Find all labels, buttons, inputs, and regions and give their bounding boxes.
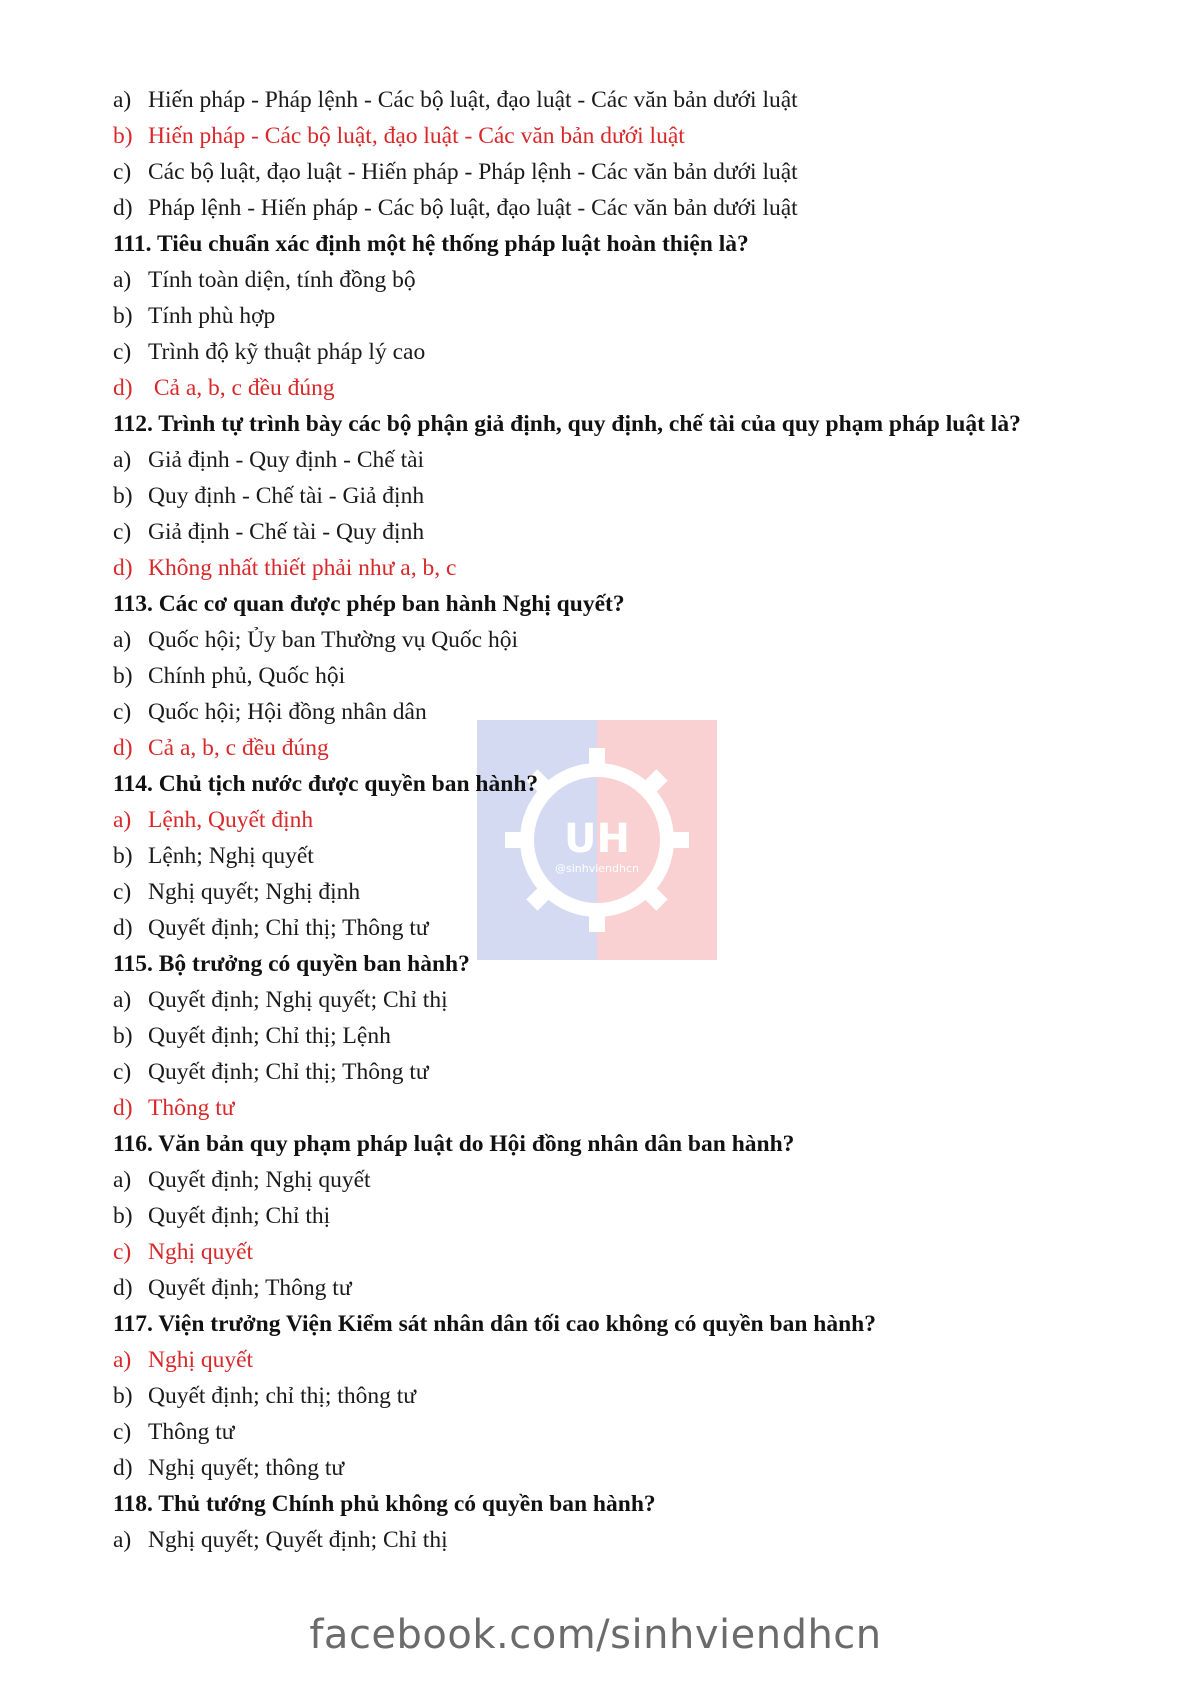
answer-option (113, 1414, 1123, 1450)
question-heading: 118. Thủ tướng Chính phủ không có quyền ban hành? (113, 1491, 656, 1517)
answer-option (113, 874, 1123, 910)
answer-option (113, 82, 1123, 118)
option-text: Giả định - Chế tài - Quy định (148, 519, 425, 545)
option-text: Cả a, b, c đều đúng (148, 375, 335, 401)
answer-option (113, 334, 1123, 370)
answer-option (113, 1270, 1123, 1306)
option-letter: c) (113, 339, 132, 365)
answer-option (113, 1198, 1123, 1234)
option-text: Quyết định; Chỉ thị; Thông tư (148, 1059, 429, 1085)
question-heading: 114. Chủ tịch nước được quyền ban hành? (113, 771, 539, 797)
option-text: Hiến pháp - Pháp lệnh - Các bộ luật, đạo luật - Các văn bản dưới luật (148, 87, 798, 113)
option-letter: a) (113, 1167, 132, 1193)
answer-option (113, 478, 1123, 514)
option-text: Tính toàn diện, tính đồng bộ (148, 267, 416, 293)
question-heading: 111. Tiêu chuẩn xác định một hệ thống pháp luật hoàn thiện là? (113, 231, 749, 257)
answer-option (113, 154, 1123, 190)
option-letter: a) (113, 267, 132, 293)
option-text: Hiến pháp - Các bộ luật, đạo luật - Các văn bản dưới luật (148, 123, 685, 149)
watermark-mark: UH (564, 816, 630, 862)
option-letter: d) (113, 375, 133, 401)
answer-option (113, 442, 1123, 478)
answer-option (113, 1522, 1123, 1558)
answer-option-correct (113, 1342, 1123, 1378)
option-text: Các bộ luật, đạo luật - Hiến pháp - Pháp lệnh - Các văn bản dưới luật (148, 159, 798, 185)
option-text: Nghị quyết; Quyết định; Chỉ thị (148, 1527, 448, 1553)
option-text: Thông tư (148, 1095, 235, 1121)
option-text: Cả a, b, c đều đúng (148, 735, 329, 761)
option-letter: b) (113, 303, 133, 329)
option-letter: c) (113, 699, 132, 725)
answer-option (113, 514, 1123, 550)
option-letter: c) (113, 1239, 132, 1265)
option-letter: c) (113, 879, 132, 905)
option-text: Thông tư (148, 1419, 235, 1445)
answer-option (113, 622, 1123, 658)
answer-option (113, 298, 1123, 334)
option-letter: b) (113, 1383, 133, 1409)
answer-option (113, 1162, 1123, 1198)
option-text: Trình độ kỹ thuật pháp lý cao (148, 339, 426, 365)
option-letter: b) (113, 663, 133, 689)
option-text: Nghị quyết; thông tư (148, 1455, 345, 1481)
option-text: Quyết định; Chỉ thị; Thông tư (148, 915, 429, 941)
option-text: Nghị quyết; Nghị định (148, 879, 361, 905)
option-letter: a) (113, 807, 132, 833)
option-letter: b) (113, 1203, 133, 1229)
option-text: Lệnh; Nghị quyết (148, 843, 314, 869)
option-text: Pháp lệnh - Hiến pháp - Các bộ luật, đạo luật - Các văn bản dưới luật (148, 195, 798, 221)
answer-option-correct (113, 1090, 1123, 1126)
answer-option (113, 262, 1123, 298)
answer-option (113, 910, 1123, 946)
option-text: Quyết định; Thông tư (148, 1275, 352, 1301)
answer-option (113, 1378, 1123, 1414)
question-heading: 113. Các cơ quan được phép ban hành Nghị quyết? (113, 591, 625, 617)
answer-option (113, 190, 1123, 226)
option-text: Không nhất thiết phải như a, b, c (148, 555, 457, 581)
document-body (113, 82, 1123, 1558)
option-text: Nghị quyết (148, 1239, 254, 1265)
answer-option (113, 1018, 1123, 1054)
answer-option (113, 694, 1123, 730)
option-letter: a) (113, 447, 132, 473)
option-letter: c) (113, 1419, 132, 1445)
option-text: Quyết định; chỉ thị; thông tư (148, 1383, 416, 1409)
answer-option-correct (113, 802, 1123, 838)
answer-option-correct (113, 730, 1123, 766)
option-letter: c) (113, 519, 132, 545)
option-letter: b) (113, 1023, 133, 1049)
option-letter: d) (113, 1455, 133, 1481)
question-heading: 112. Trình tự trình bày các bộ phận giả định, quy định, chế tài của quy phạm pháp luật là? (113, 411, 1021, 437)
option-letter: d) (113, 1275, 133, 1301)
answer-option (113, 982, 1123, 1018)
option-letter: d) (113, 915, 133, 941)
option-text: Lệnh, Quyết định (148, 807, 314, 833)
option-letter: c) (113, 1059, 132, 1085)
watermark-caption: @sinhviendhcn (554, 862, 639, 875)
option-letter: a) (113, 87, 132, 113)
answer-option (113, 838, 1123, 874)
option-letter: b) (113, 843, 133, 869)
option-text: Giả định - Quy định - Chế tài (148, 447, 425, 473)
option-letter: d) (113, 555, 133, 581)
option-text: Quốc hội; Hội đồng nhân dân (148, 699, 427, 725)
option-text: Tính phù hợp (148, 303, 276, 329)
option-letter: d) (113, 1095, 133, 1121)
option-letter: c) (113, 159, 132, 185)
option-text: Quyết định; Chỉ thị (148, 1203, 331, 1229)
option-text: Nghị quyết (148, 1347, 254, 1373)
footer-url: facebook.com/sinhviendhcn (309, 1612, 882, 1658)
option-text: Quốc hội; Ủy ban Thường vụ Quốc hội (148, 627, 519, 653)
question-heading: 116. Văn bản quy phạm pháp luật do Hội đồng nhân dân ban hành? (113, 1131, 795, 1157)
question-heading: 117. Viện trưởng Viện Kiểm sát nhân dân tối cao không có quyền ban hành? (113, 1311, 876, 1337)
option-text: Quy định - Chế tài - Giả định (148, 483, 425, 509)
option-letter: d) (113, 735, 133, 761)
option-letter: a) (113, 987, 132, 1013)
option-letter: a) (113, 1527, 132, 1553)
answer-option (113, 1450, 1123, 1486)
answer-option-correct (113, 370, 1123, 406)
option-text: Chính phủ, Quốc hội (148, 663, 346, 689)
option-text: Quyết định; Nghị quyết (148, 1167, 371, 1193)
option-letter: b) (113, 123, 133, 149)
answer-option-correct (113, 1234, 1123, 1270)
option-letter: a) (113, 627, 132, 653)
question-heading: 115. Bộ trưởng có quyền ban hành? (113, 951, 470, 977)
option-letter: a) (113, 1347, 132, 1373)
answer-option-correct (113, 118, 1123, 154)
answer-option (113, 1054, 1123, 1090)
option-letter: b) (113, 483, 133, 509)
option-text: Quyết định; Chỉ thị; Lệnh (148, 1023, 391, 1049)
option-text: Quyết định; Nghị quyết; Chỉ thị (148, 987, 448, 1013)
option-letter: d) (113, 195, 133, 221)
answer-option-correct (113, 550, 1123, 586)
answer-option (113, 658, 1123, 694)
